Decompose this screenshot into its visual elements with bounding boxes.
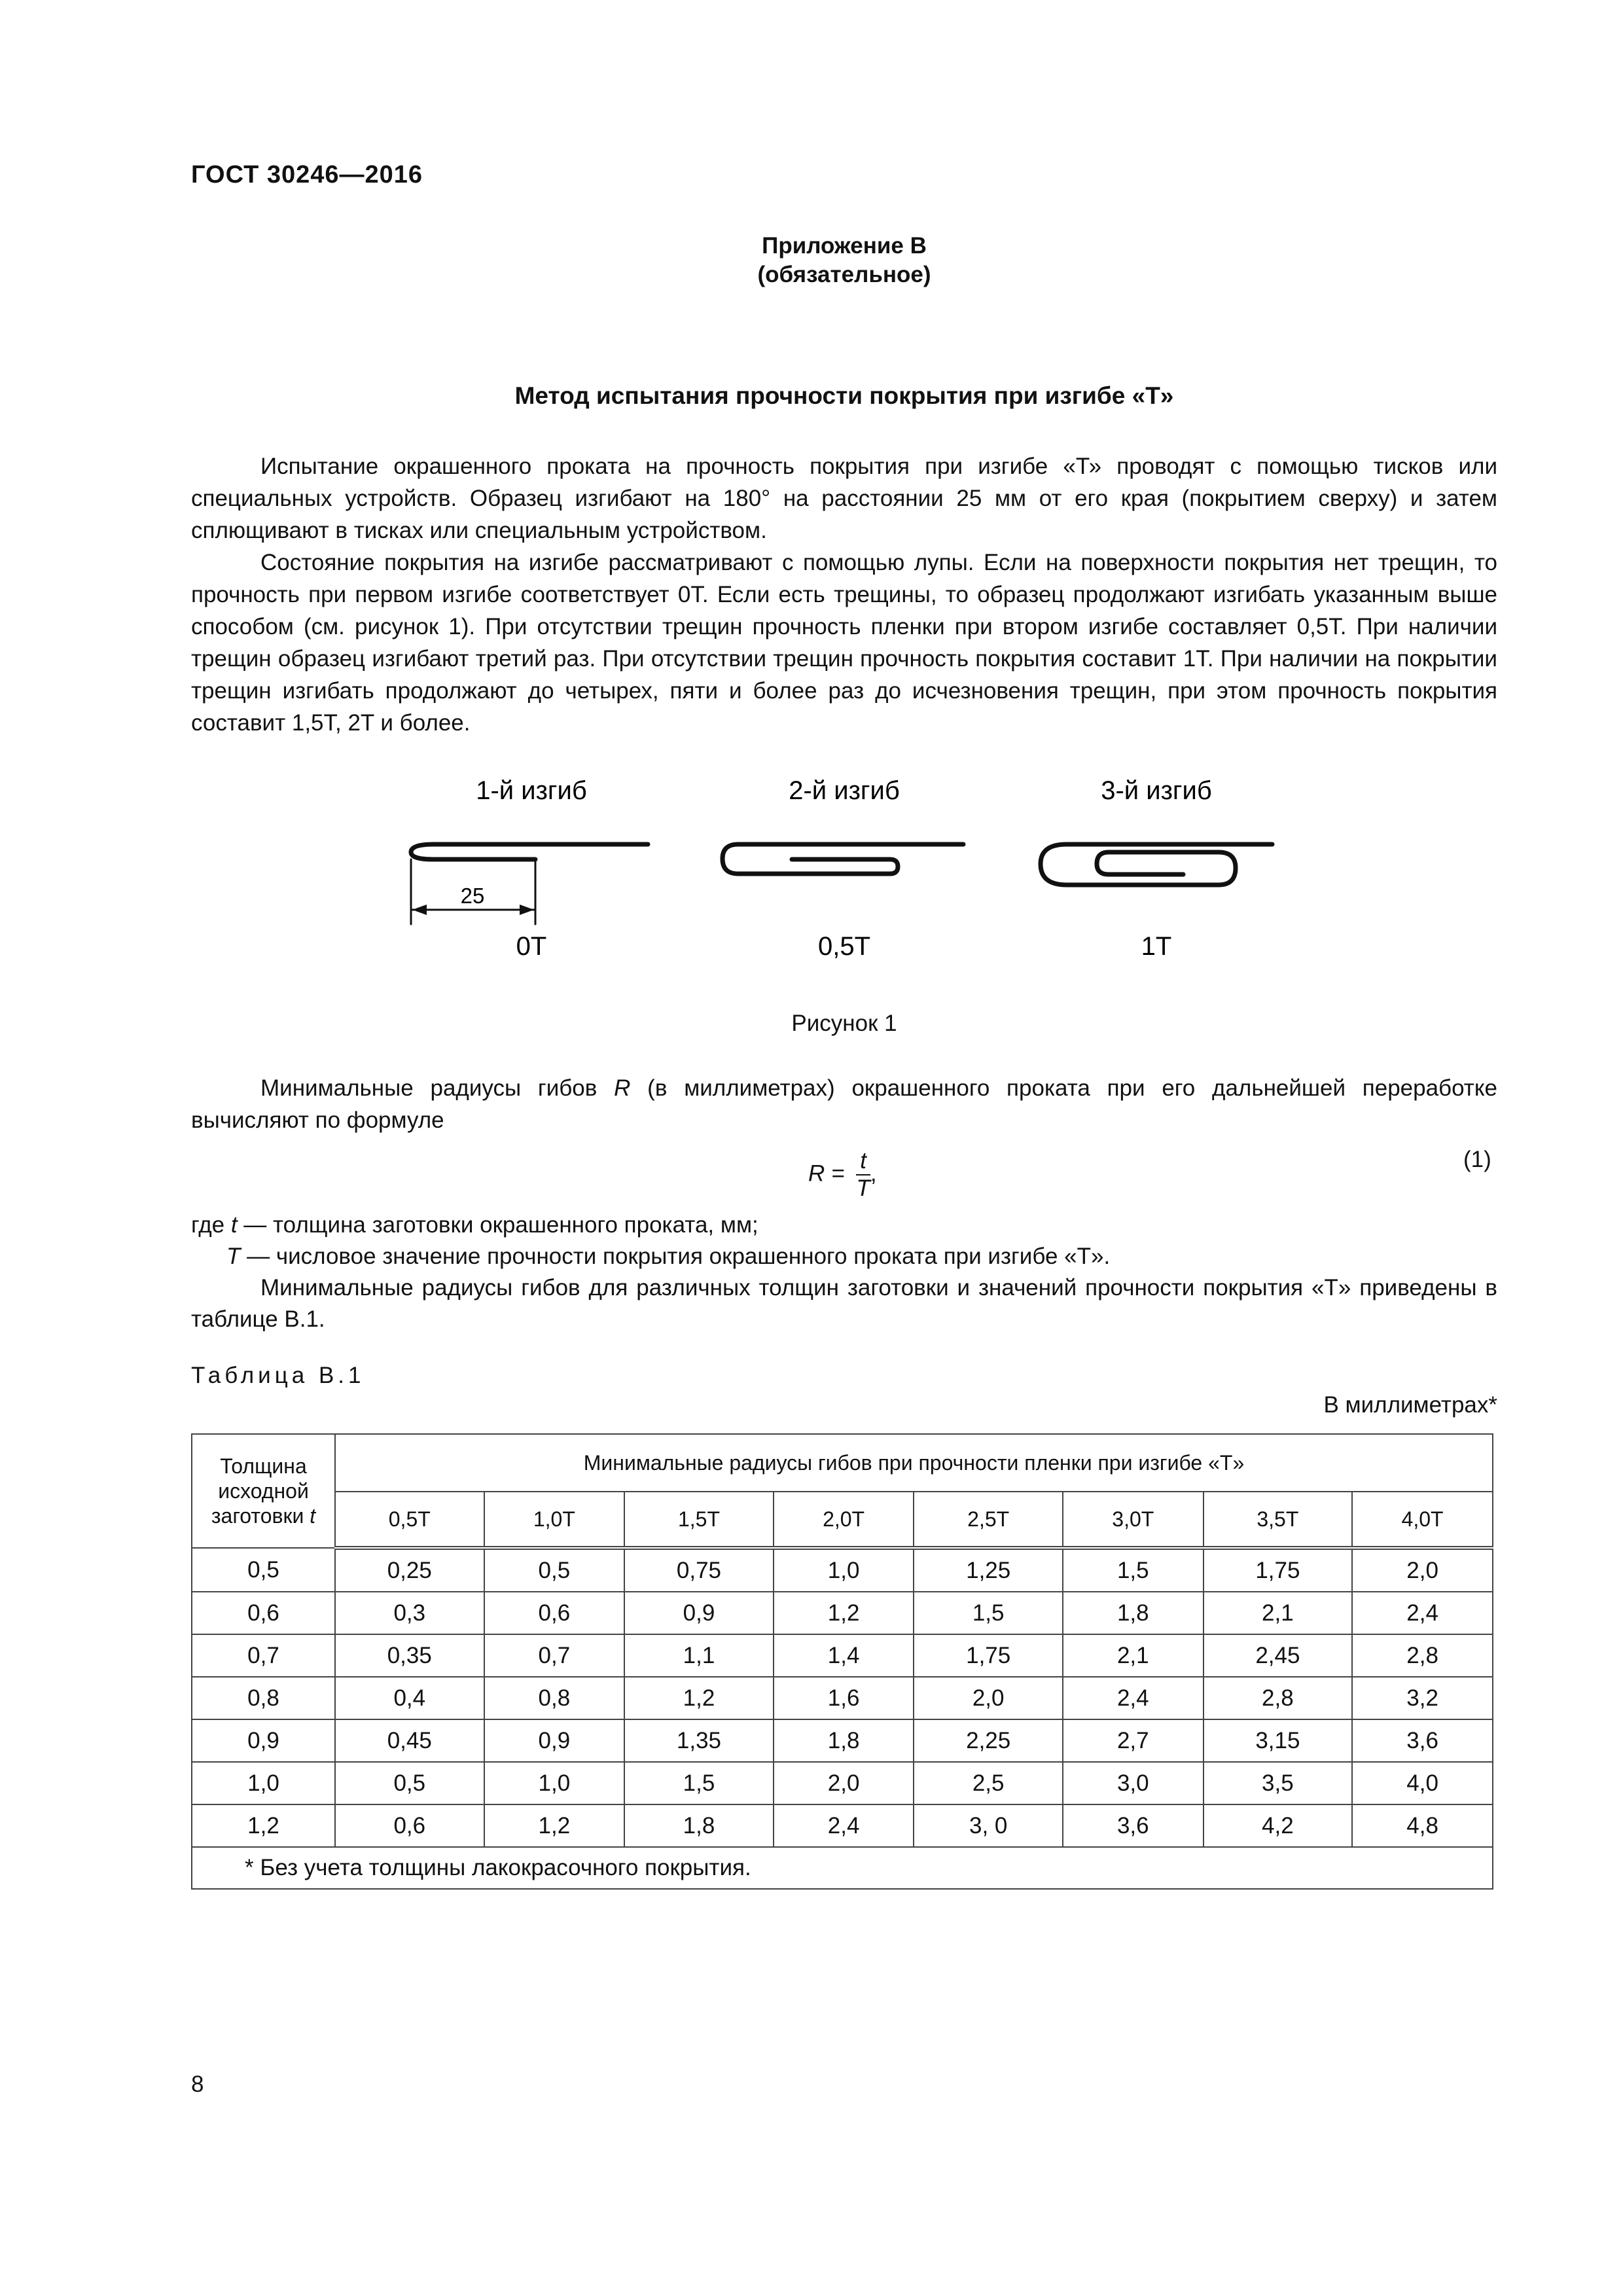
radius-cell: 4,8 xyxy=(1352,1804,1493,1847)
table-header-row-1 xyxy=(192,1434,1493,1492)
radius-cell: 2,8 xyxy=(1352,1634,1493,1677)
formula-lhs: R = xyxy=(808,1160,845,1187)
formula-tail: , xyxy=(870,1160,877,1187)
radius-cell: 0,75 xyxy=(624,1548,774,1592)
table-row xyxy=(192,1592,1493,1634)
figure-caption: Рисунок 1 xyxy=(791,1011,897,1036)
radius-cell: 2,0 xyxy=(1352,1548,1493,1592)
formula-intro xyxy=(191,1072,1497,1136)
table-header-row-2 xyxy=(192,1492,1493,1548)
radius-cell: 1,4 xyxy=(774,1634,914,1677)
radius-cell: 0,25 xyxy=(335,1548,484,1592)
thickness-cell: 1,0 xyxy=(192,1762,335,1804)
annex-title: Приложение В xyxy=(762,233,927,259)
radius-cell: 1,8 xyxy=(1063,1592,1204,1634)
bend-figure xyxy=(0,772,1623,1008)
radius-cell: 1,0 xyxy=(774,1548,914,1592)
where-var-t: t xyxy=(230,1212,238,1238)
radius-cell: 2,4 xyxy=(1352,1592,1493,1634)
radius-cell: 3,6 xyxy=(1063,1804,1204,1847)
thickness-cell: 0,9 xyxy=(192,1719,335,1762)
radius-cell: 0,9 xyxy=(484,1719,625,1762)
radius-cell: 1,2 xyxy=(774,1592,914,1634)
where-line-3: Минимальные радиусы гибов для различных толщин заготовки и значений прочности покрытия «T» приведены в таблице В.1. xyxy=(191,1275,1497,1332)
table-units: В миллиметрах* xyxy=(1323,1392,1497,1418)
bend-1-drawing xyxy=(411,844,648,924)
table-body xyxy=(192,1548,1493,1847)
radius-cell: 1,8 xyxy=(624,1804,774,1847)
table-row xyxy=(192,1804,1493,1847)
first-col-header xyxy=(192,1434,335,1548)
radius-cell: 1,5 xyxy=(914,1592,1063,1634)
table-row xyxy=(192,1762,1493,1804)
radius-cell: 1,5 xyxy=(1063,1548,1204,1592)
thickness-cell: 0,5 xyxy=(192,1548,335,1592)
radius-cell: 3,5 xyxy=(1204,1762,1353,1804)
radius-cell: 0,4 xyxy=(335,1677,484,1719)
bend-3-drawing xyxy=(1041,844,1272,885)
table-label: Таблица В.1 xyxy=(191,1363,365,1388)
dimension-label: 25 xyxy=(460,884,485,908)
radius-cell: 1,8 xyxy=(774,1719,914,1762)
radius-cell: 0,7 xyxy=(484,1634,625,1677)
bend-1-label: 1-й изгиб xyxy=(476,776,587,805)
bend-2-drawing xyxy=(722,844,963,874)
table-footnote-row xyxy=(192,1847,1493,1889)
radius-cell: 0,5 xyxy=(335,1762,484,1804)
column-header: 2,0T xyxy=(774,1492,914,1548)
radius-cell: 2,25 xyxy=(914,1719,1063,1762)
radius-cell: 3,2 xyxy=(1352,1677,1493,1719)
radius-cell: 3, 0 xyxy=(914,1804,1063,1847)
column-header: 1,5T xyxy=(624,1492,774,1548)
radius-cell: 3,0 xyxy=(1063,1762,1204,1804)
radius-cell: 1,25 xyxy=(914,1548,1063,1592)
column-header: 2,5T xyxy=(914,1492,1063,1548)
group-header: Минимальные радиусы гибов при прочности пленки при изгибе «T» xyxy=(335,1434,1493,1492)
page-number: 8 xyxy=(191,2072,204,2097)
body-text xyxy=(191,450,1497,739)
radius-cell: 1,6 xyxy=(774,1677,914,1719)
bend-1-value: 0T xyxy=(516,932,547,961)
table-row xyxy=(192,1719,1493,1762)
formula xyxy=(808,1148,877,1202)
where-var-T: T xyxy=(226,1244,241,1269)
formula-denominator: T xyxy=(856,1175,870,1201)
bend-3-label: 3-й изгиб xyxy=(1101,776,1212,805)
table-row xyxy=(192,1548,1493,1592)
first-col-header-text: Толщина исходной заготовки xyxy=(211,1454,309,1528)
radius-cell: 2,1 xyxy=(1063,1634,1204,1677)
bend-2-value: 0,5T xyxy=(817,932,871,961)
formula-intro-text xyxy=(191,1072,1497,1136)
annex-status: (обязательное) xyxy=(757,262,931,287)
radius-cell: 4,2 xyxy=(1204,1804,1353,1847)
radius-cell: 2,0 xyxy=(774,1762,914,1804)
where-text-t: — толщина заготовки окрашенного проката, мм; xyxy=(237,1212,758,1238)
equation-number: (1) xyxy=(1463,1147,1491,1172)
radius-cell: 2,1 xyxy=(1204,1592,1353,1634)
radius-cell: 0,45 xyxy=(335,1719,484,1762)
thickness-cell: 0,6 xyxy=(192,1592,335,1634)
table-footnote: * Без учета толщины лакокрасочного покрытия. xyxy=(192,1847,1493,1889)
thickness-cell: 0,8 xyxy=(192,1677,335,1719)
where-text-T: — числовое значение прочности покрытия окрашенного проката при изгибе «T». xyxy=(240,1244,1111,1269)
where-line-2 xyxy=(191,1241,1497,1272)
formula-intro-before: Минимальные радиусы гибов xyxy=(260,1075,615,1101)
thickness-cell: 0,7 xyxy=(192,1634,335,1677)
radius-cell: 3,15 xyxy=(1204,1719,1353,1762)
radius-cell: 1,2 xyxy=(624,1677,774,1719)
table-row xyxy=(192,1634,1493,1677)
radius-cell: 1,1 xyxy=(624,1634,774,1677)
radius-cell: 2,4 xyxy=(774,1804,914,1847)
radius-cell: 0,5 xyxy=(484,1548,625,1592)
radius-cell: 2,4 xyxy=(1063,1677,1204,1719)
radius-cell: 3,6 xyxy=(1352,1719,1493,1762)
column-header: 3,5T xyxy=(1204,1492,1353,1548)
formula-intro-after: (в миллиметрах) окрашенного проката при его дальнейшей переработке вычисляют по формуле xyxy=(191,1075,1497,1133)
thickness-cell: 1,2 xyxy=(192,1804,335,1847)
where-block xyxy=(191,1210,1497,1335)
radius-cell: 2,5 xyxy=(914,1762,1063,1804)
radius-cell: 2,7 xyxy=(1063,1719,1204,1762)
section-title: Метод испытания прочности покрытия при изгибе «Т» xyxy=(514,382,1174,409)
bend-2-label: 2-й изгиб xyxy=(789,776,900,805)
radius-cell: 0,35 xyxy=(335,1634,484,1677)
where-prefix: где xyxy=(191,1212,231,1238)
bend-3-value: 1T xyxy=(1141,932,1172,961)
radius-cell: 0,9 xyxy=(624,1592,774,1634)
formula-fraction xyxy=(856,1148,870,1202)
column-header: 1,0T xyxy=(484,1492,625,1548)
radius-cell: 4,0 xyxy=(1352,1762,1493,1804)
where-line-1 xyxy=(191,1210,1497,1241)
radius-cell: 2,0 xyxy=(914,1677,1063,1719)
radius-cell: 1,75 xyxy=(914,1634,1063,1677)
formula-intro-var: R xyxy=(614,1075,631,1101)
paragraph-1: Испытание окрашенного проката на прочность покрытия при изгибе «Т» проводят с помощью тисков или специальных устройств. Образец изгибают на 180° на расстоянии 25 мм от его края (покрытием сверху) и затем сплющивают в тисках или специальным устройством. xyxy=(191,454,1497,543)
radius-cell: 1,0 xyxy=(484,1762,625,1804)
radius-cell: 1,5 xyxy=(624,1762,774,1804)
radius-cell: 0,6 xyxy=(484,1592,625,1634)
radius-cell: 0,3 xyxy=(335,1592,484,1634)
bend-radius-table xyxy=(191,1433,1493,1890)
document-code: ГОСТ 30246—2016 xyxy=(191,161,423,188)
radius-cell: 1,75 xyxy=(1204,1548,1353,1592)
radius-cell: 2,45 xyxy=(1204,1634,1353,1677)
formula-numerator: t xyxy=(856,1148,870,1175)
column-header: 3,0T xyxy=(1063,1492,1204,1548)
radius-cell: 2,8 xyxy=(1204,1677,1353,1719)
table-row xyxy=(192,1677,1493,1719)
radius-cell: 1,35 xyxy=(624,1719,774,1762)
paragraph-2: Состояние покрытия на изгибе рассматривают с помощью лупы. Если на поверхности покрытия нет трещин, то прочность при первом изгибе соответствует 0T. Если есть трещины, то образец продолжают изгибать указанным выше способом (см. рисунок 1). При отсутствии трещин прочность пленки при втором изгибе составляет 0,5T. При наличии трещин образец изгибают третий раз. При отсутствии трещин прочность покрытия составит 1T. При наличии на покрытии трещин изгибать продолжают до четырех, пяти и более раз до исчезновения трещин, при этом прочность покрытия составит 1,5T, 2T и более. xyxy=(191,550,1497,736)
column-header: 4,0T xyxy=(1352,1492,1493,1548)
radius-cell: 0,8 xyxy=(484,1677,625,1719)
radius-cell: 0,6 xyxy=(335,1804,484,1847)
first-col-header-var: t xyxy=(310,1504,316,1528)
radius-cell: 1,2 xyxy=(484,1804,625,1847)
column-header: 0,5T xyxy=(335,1492,484,1548)
